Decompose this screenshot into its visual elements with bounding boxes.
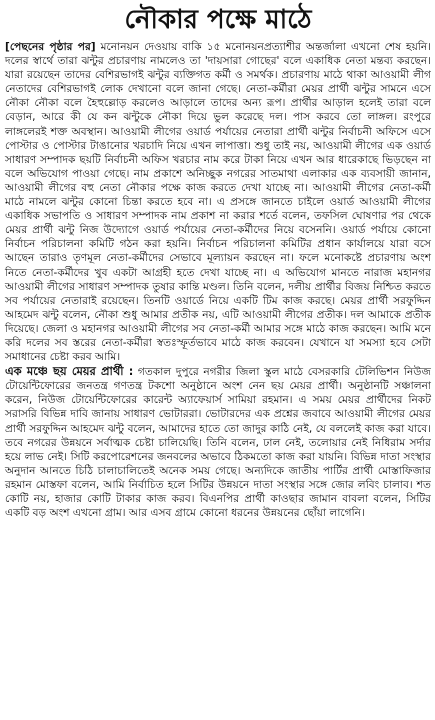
article-headline: নৌকার পক্ষে মাঠে	[124, 5, 312, 35]
continued-from-tag: [পেছনের পৃষ্ঠার পর]	[5, 41, 96, 53]
headline-container	[5, 0, 431, 40]
article-body	[5, 40, 431, 520]
paragraph-section-2	[5, 364, 431, 520]
section-2-body-text: গতকাল দুপুরে নগরীর জিলা স্কুল মাঠে বেসরকারি টেলিভিশন নিউজ টোয়েন্টিফোরের জনতন্ত্র গণতন্ত্র টকশো অনুষ্ঠানে অংশ নেন ছয় মেয়র প্রার্থী। অনুষ্ঠানটি সঞ্চালনা করেন, নিউজ টোয়েন্টিফোরের কারেন্ট অ্যাফেয়ার্স সামিয়া রহমান। এ সময় মেয়র প্রার্থীদের নিকট সরাসরি বিভিন্ন দাবি জানায় সাধারণ ভোটাররা। ভোটারদের এক প্রশ্নের জবাবে আওয়ামী লীগের মেয়র প্রার্থী সরফুদ্দিন আহমেদ ঝন্টু বলেন, আমাদের হাতে তো জাদুর কাঠি নেই, যে বললেই কাজ করা যাবে। তবে নগরের উন্নয়নে সর্বাত্মক চেষ্টা চালিয়েছি। তিনি বলেন, ঢাল নেই, তলোয়ার নেই নিধিরাম সর্দার হয়ে লাভ নেই। সিটি করপোরেশনের জনবলের অভাবে ঠিকমতো কাজ করা যায়নি। বিভিন্ন দাতা সংস্থার অনুদান আনতে চিঠি চালাচালিতেই অনেক সময় গেছে। অন্যদিকে জাতীয় পার্টির প্রার্থী মোস্তাফিজার রহমান মোস্তফা বলেন, আমি নির্বাচিত হলে সিটির উন্নয়নে দাতা সংস্থার সঙ্গে জোর লবিং চালাব। শত কোটি নয়, হাজার কোটি টাকার কাজ করব। বিএনপির প্রার্থী কাওছার জামান বাবলা বলেন, সিটির একটি বড় অংশ এখনো গ্রাম। আর এসব গ্রামে কোনো ধরনের উন্নয়নের ছোঁয়া লাগেনি।	[5, 366, 431, 520]
intro-body-text: মনোনয়ন দেওয়ায় বাকি ১৫ মনোনয়নপ্রত্যাশীর অন্তর্জালা এখনো শেষ হয়নি। দলের স্বার্থে তারা ঝন্টুর প্রচারণায় নামলেও তা 'দায়সারা গোছের' বলে একাধিক নেতা মন্তব্য করছেন। যারা রয়েছেন তাদের বেশিরভাগই ঝন্টুর ব্যক্তিগত কর্মী ও সমর্থক। প্রচারণায় মাঠে থাকা আওয়ামী লীগ নেতাদের বেশিরভাগই লোক দেখানো বলে জানা গেছে। নেতা-কর্মীরা মেয়র প্রার্থী ঝন্টুর সামনে এসে নৌকা নৌকা বলে হৈহুল্লোড় করলেও আড়ালে তাদের অন্য রূপ। প্রার্থীর আড়াল হলেই তারা বলে বেড়ান, আরে কী যে কন ঝন্টুকে নৌকা দিয়ে ভুল করেছে দল। পাস করবে তো লাঙ্গল। রংপুরে লাঙ্গলেরই শক্ত অবস্থান। আওয়ামী লীগের ওয়ার্ড পর্যায়ের নেতারা প্রার্থী ঝন্টুর নির্বাচনী অফিসে এসে পোস্টার ও পোস্টার টাঙানোর খরচাদি নিয়ে এখন লাপাত্তা। শুধু তাই নয়, আওয়ামী লীগের এক ওয়ার্ড সাধারণ সম্পাদক ছয়টি নির্বাচনী অফিস খরচার নাম করে টাকা নিয়ে এখন আর ধারেকাছে ভিড়ছেন না বলে অভিযোগ পাওয়া গেছে। নাম প্রকাশে অনিচ্ছুক নগরের সাতমাথা এলাকার এক ব্যবসায়ী জানান, আওয়ামী লীগের বহু নেতা নৌকার পক্ষে কাজ করতে দেখা যাচ্ছে না। আওয়ামী লীগের নেতা-কর্মী মাঠে নামলে ঝন্টুর কোনো চিন্তা করতে হবে না। এ প্রসঙ্গে জানতে চাইলে ওয়ার্ড আওয়ামী লীগের একাধিক সভাপতি ও সাধারণ সম্পাদক নাম প্রকাশ না করার শর্তে বলেন, তফসিল ঘোষণার পর থেকে মেয়র প্রার্থী ঝন্টু নিজ উদ্যোগে ওয়ার্ড পর্যায়ের নেতা-কর্মীদের নিয়ে বসেননি। ওয়ার্ড পর্যায়ে কোনো নির্বাচন পরিচালনা কমিটি গঠন করা হয়নি। নির্বাচন পরিচালনা কমিটির প্রধান কার্যালয়ে যারা বসে আছেন তারাও তৃণমূল নেতা-কর্মীদের সেভাবে মূল্যায়ন করছেন না। ফলে মনোকষ্টে প্রচারণায় অংশ নিতে নেতা-কর্মীদের খুব একটা আগ্রহী হতে দেখা যাচ্ছে না। এ অভিযোগ মানতে নারাজ মহানগর আওয়ামী লীগের সাধারণ সম্পাদক তুষার কান্তি মণ্ডল। তিনি বলেন, দলীয় প্রার্থীর বিজয় নিশ্চিত করতে সব পর্যায়ের নেতারাই রয়েছেন। তিনটি ওয়ার্ডে নিয়ে একটি টিম কাজ করছে। মেয়র প্রার্থী সরফুদ্দিন আহমেদ ঝন্টু বলেন, নৌকা শুধু আমার প্রতীক নয়, এটি আওয়ামী লীগের প্রতীক। দল আমাকে প্রতীক দিয়েছে। জেলা ও মহানগর আওয়ামী লীগের সব নেতা-কর্মী আমার সঙ্গে মাঠে কাজ করছেন। আমি মনে করি দলের সব স্তরের নেতা-কর্মীরা স্বতঃস্ফূর্তভাবে মাঠে কাজ করবেন। যেখানে যা সমস্যা হবে সেটা সমাধানের চেষ্টা করব আমি।	[5, 41, 432, 364]
paragraph-intro	[5, 40, 431, 364]
section-subheading: এক মঞ্চে ছয় মেয়র প্রার্থী :	[5, 364, 134, 379]
